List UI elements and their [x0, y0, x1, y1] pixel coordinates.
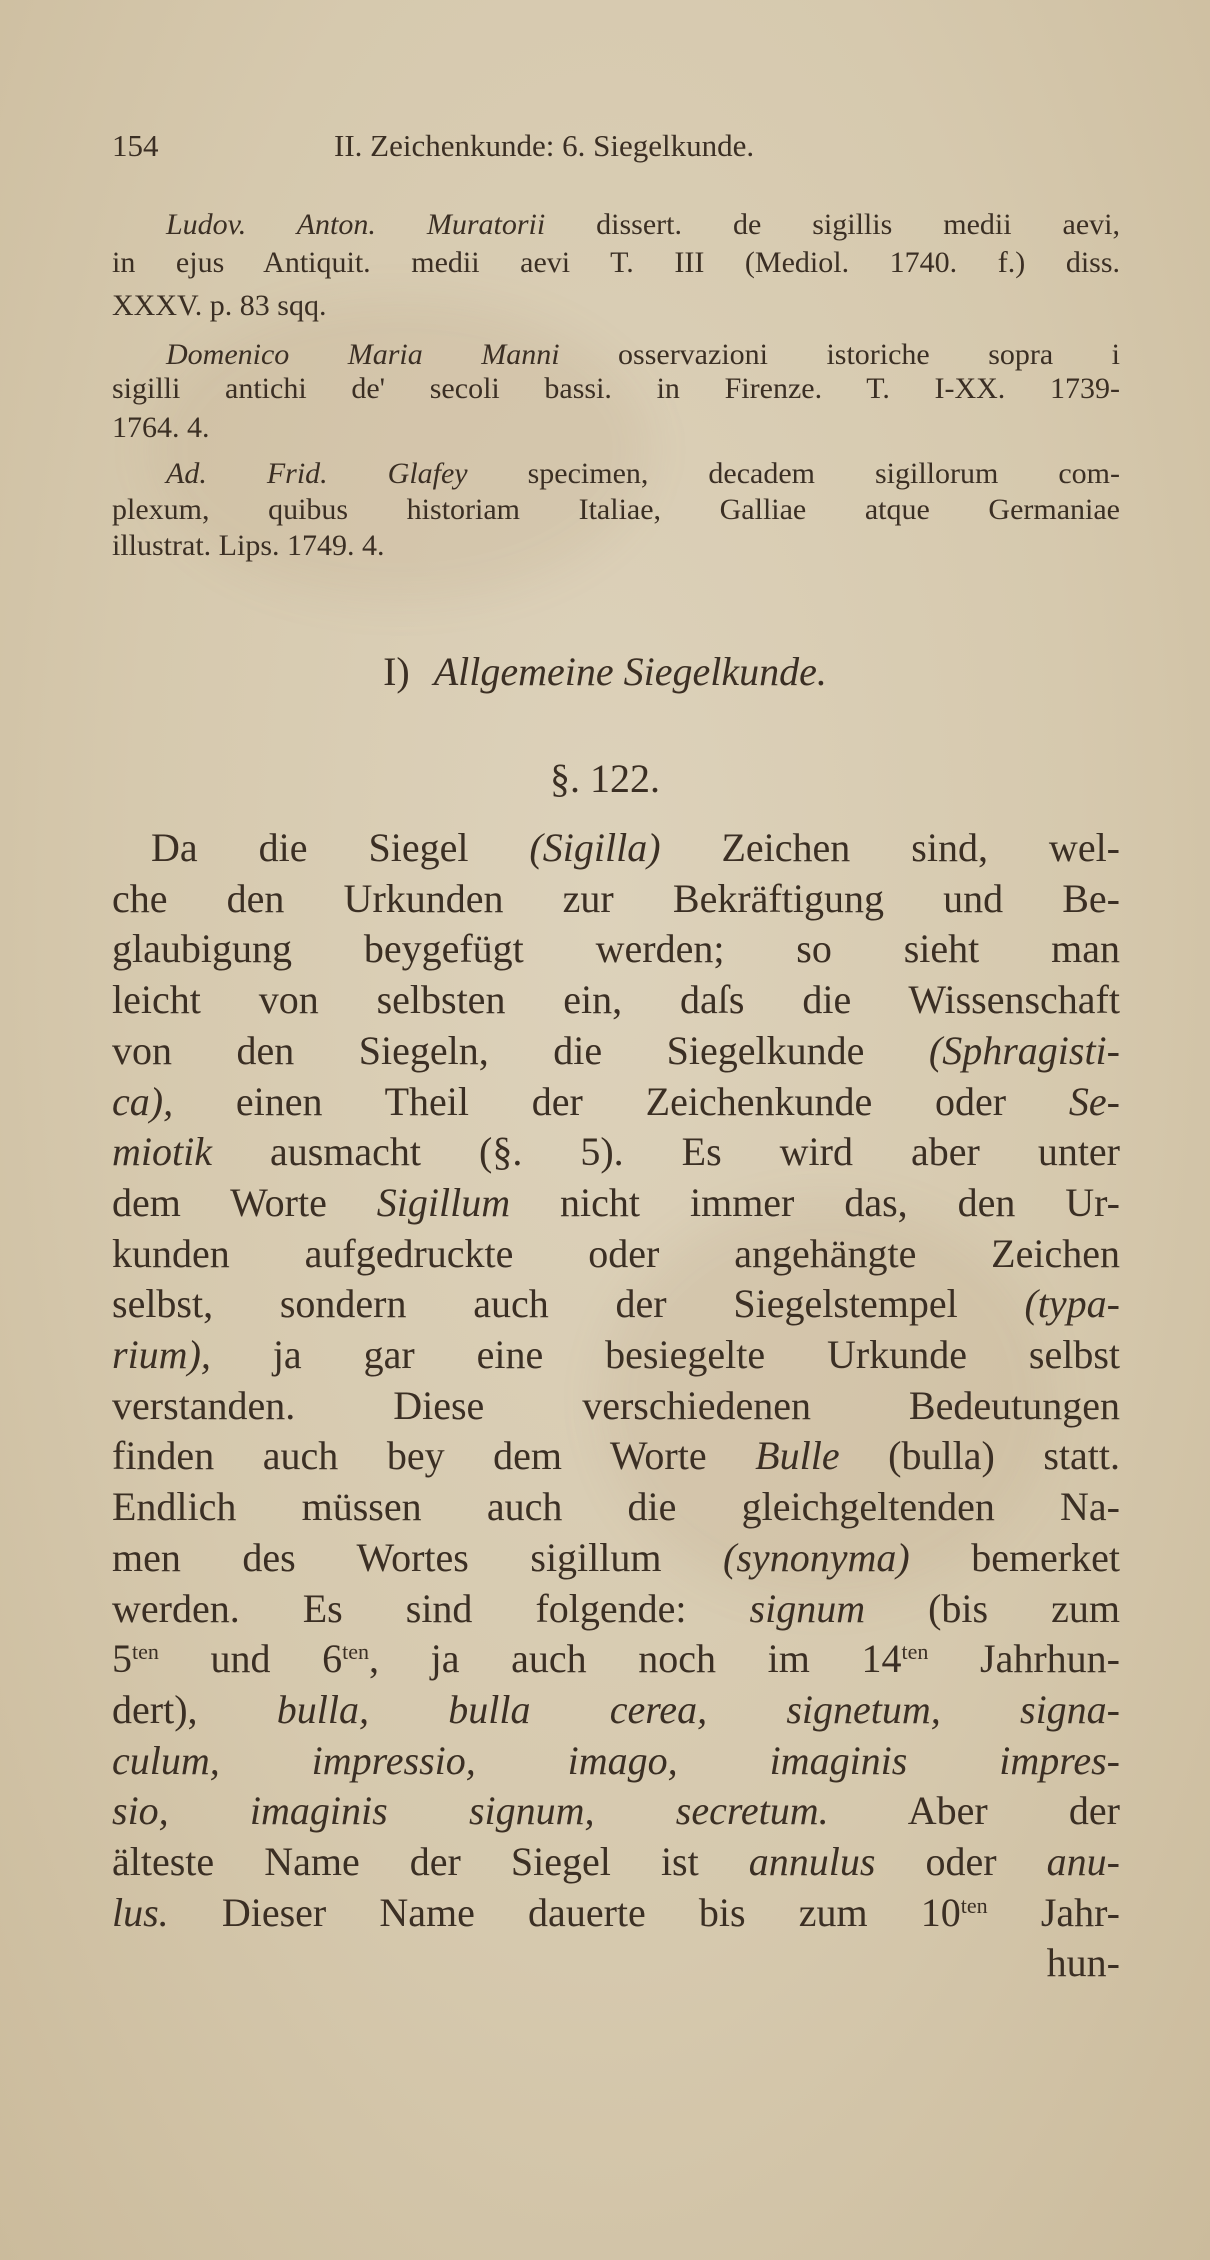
- italic-text: sio, imaginis signum, secretum.: [112, 1788, 829, 1834]
- italic-text: lus.: [112, 1889, 169, 1935]
- text-segment: 1764. 4.: [112, 411, 210, 444]
- text-segment: Jahrhun-: [928, 1636, 1120, 1682]
- text-segment: leicht von selbsten ein, daſs die Wissenschaft: [112, 977, 1120, 1023]
- italic-text: Domenico Maria Manni: [166, 338, 560, 371]
- italic-text: Ludov. Anton. Muratorii: [166, 208, 546, 241]
- body-line: [112, 1585, 1120, 1631]
- running-title: II. Zeichenkunde: 6. Siegelkunde.: [334, 128, 755, 163]
- text-segment: und 6: [158, 1636, 343, 1682]
- body-line: [112, 1636, 1120, 1682]
- text-segment: von den Siegeln, die Siegelkunde: [112, 1027, 929, 1073]
- superscript: ten: [132, 1639, 159, 1664]
- body-line: [112, 1534, 1120, 1580]
- text-segment: (bis zum: [865, 1585, 1120, 1631]
- reference-line: [112, 531, 1120, 561]
- body-line: [112, 1281, 1120, 1327]
- body-line: [112, 1230, 1120, 1276]
- italic-text: annulus: [748, 1839, 876, 1884]
- italic-text: anu-: [1046, 1839, 1120, 1884]
- section-heading: [0, 648, 1210, 695]
- section-number: I): [383, 649, 410, 694]
- text-segment: einen Theil der Zeichenkunde oder: [173, 1078, 1069, 1124]
- text-segment: osservazioni istoriche sopra i: [559, 338, 1120, 371]
- text-segment: selbst, sondern auch der Siegelstempel: [112, 1281, 1025, 1327]
- reference-line: [112, 291, 1120, 321]
- text-segment: 5: [112, 1636, 132, 1682]
- body-line: [112, 875, 1120, 921]
- text-segment: che den Urkunden zur Bekräftigung und Be-: [112, 875, 1120, 921]
- text-segment: hun-: [1046, 1940, 1120, 1986]
- text-segment: Dieser Name dauerte bis zum 10: [168, 1889, 961, 1935]
- body-line: [112, 1129, 1120, 1175]
- reference-line: [112, 374, 1120, 404]
- text-segment: Endlich müssen auch die gleichgeltenden Na-: [112, 1484, 1120, 1530]
- text-segment: finden auch bey dem Worte: [112, 1433, 756, 1479]
- text-segment: verstanden. Diese verschiedenen Bedeutungen: [112, 1382, 1120, 1428]
- reference-line: [112, 248, 1120, 278]
- body-line: [151, 825, 1120, 870]
- text-segment: kunden aufgedruckte oder angehängte Zeichen: [112, 1230, 1120, 1276]
- text-segment: ausmacht (§. 5). Es wird aber unter: [211, 1129, 1120, 1175]
- body-line: [112, 1839, 1120, 1884]
- body-line: [112, 1027, 1120, 1073]
- text-segment: glaubigung beygefügt werden; so sieht man: [112, 926, 1120, 972]
- italic-text: Bulle: [755, 1433, 840, 1479]
- text-segment: Jahr-: [987, 1889, 1120, 1935]
- text-segment: ja gar eine besiegelte Urkunde selbst: [210, 1332, 1120, 1377]
- superscript: ten: [901, 1639, 929, 1664]
- text-segment: bemerket: [909, 1534, 1120, 1580]
- text-segment: älteste Name der Siegel ist: [112, 1839, 749, 1884]
- text-segment: XXXV. p. 83 sqq.: [112, 289, 327, 322]
- italic-text: (typa-: [1024, 1281, 1120, 1327]
- italic-text: rium),: [112, 1332, 211, 1377]
- superscript: ten: [342, 1639, 370, 1664]
- italic-text: ca),: [112, 1078, 174, 1124]
- text-segment: dissert. de sigillis medii aevi,: [545, 208, 1120, 241]
- body-line: [112, 977, 1120, 1023]
- text-segment: werden. Es sind folgende:: [112, 1585, 750, 1631]
- body-line: [112, 1332, 1120, 1377]
- italic-text: miotik: [112, 1129, 212, 1175]
- reference-line: [112, 413, 1120, 443]
- body-line: [112, 1686, 1120, 1732]
- reference-line: [166, 340, 1120, 370]
- italic-text: (synonyma): [723, 1534, 910, 1580]
- italic-text: bulla, bulla cerea, signetum, signa-: [276, 1686, 1120, 1732]
- body-line: [112, 1484, 1120, 1530]
- body-line: [112, 1788, 1121, 1834]
- text-segment: plexum, quibus historiam Italiae, Galliae atque Germaniae: [112, 493, 1120, 526]
- text-segment: men des Wortes sigillum: [112, 1534, 724, 1580]
- text-segment: oder: [875, 1839, 1047, 1884]
- text-segment: illustrat. Lips. 1749. 4.: [112, 529, 385, 562]
- paragraph-number: §. 122.: [550, 756, 660, 801]
- italic-text: signum: [749, 1585, 866, 1631]
- text-segment: nicht immer das, den Ur-: [510, 1179, 1120, 1225]
- body-line: [112, 926, 1120, 972]
- text-segment: Aber der: [828, 1788, 1121, 1834]
- italic-text: (Sigilla): [529, 825, 661, 870]
- italic-text: Sigillum: [376, 1179, 511, 1225]
- superscript: ten: [960, 1892, 988, 1918]
- body-line: [112, 1179, 1120, 1225]
- text-segment: , ja auch noch im 14: [369, 1636, 902, 1682]
- body-line: [112, 1078, 1120, 1124]
- text-segment: Zeichen sind, wel-: [660, 825, 1120, 870]
- text-segment: (bulla) statt.: [839, 1433, 1120, 1479]
- page-number: 154: [112, 128, 159, 163]
- text-segment: sigilli antichi de' secoli bassi. in Firenze. T. I-XX. 1739-: [112, 372, 1120, 405]
- body-line: [112, 1433, 1120, 1479]
- text-segment: Da die Siegel: [151, 825, 530, 870]
- text-segment: in ejus Antiquit. medii aevi T. III (Mediol. 1740. f.) diss.: [112, 246, 1120, 279]
- section-title: Allgemeine Siegelkunde.: [433, 649, 827, 694]
- body-line: [112, 1737, 1120, 1783]
- body-line: [112, 1940, 1120, 1986]
- italic-text: (Sphragisti-: [928, 1027, 1120, 1073]
- text-segment: dert),: [112, 1686, 277, 1732]
- text-segment: dem Worte: [112, 1179, 377, 1225]
- reference-line: [166, 459, 1120, 489]
- text-segment: specimen, decadem sigillorum com-: [467, 457, 1120, 490]
- italic-text: culum, impressio, imago, imaginis impres-: [112, 1737, 1120, 1783]
- reference-line: [166, 210, 1120, 240]
- body-line: [112, 1889, 1120, 1935]
- italic-text: Se-: [1068, 1078, 1120, 1124]
- body-line: [112, 1382, 1120, 1428]
- reference-line: [112, 495, 1120, 525]
- italic-text: Ad. Frid. Glafey: [166, 457, 468, 490]
